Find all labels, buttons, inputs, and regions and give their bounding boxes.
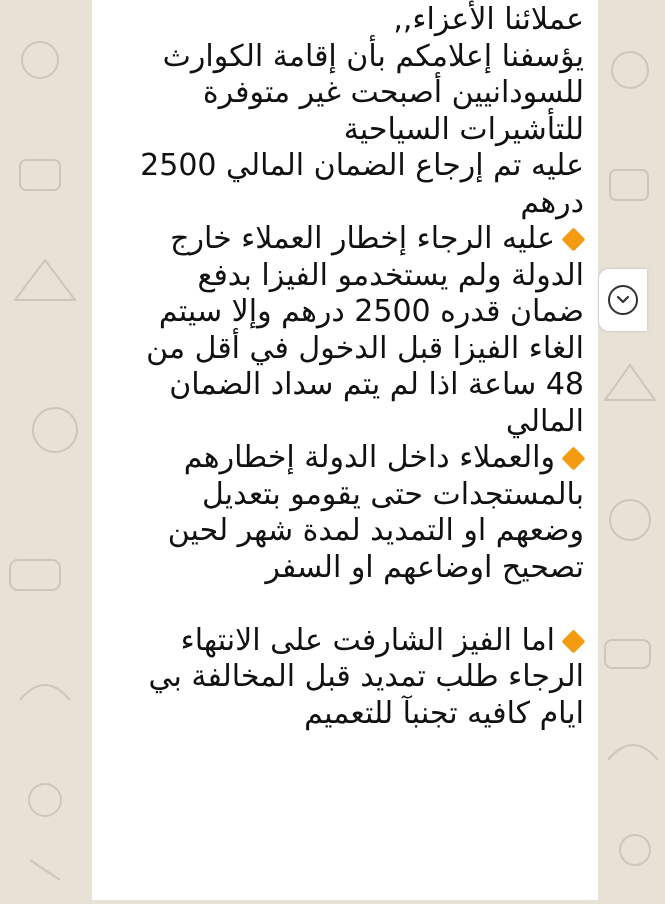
orange-diamond-icon [561, 227, 585, 251]
message-text: بالمستجدات حتى يقومو بتعديل [202, 476, 584, 512]
message-text: المالي [505, 403, 584, 439]
message-text: عليه الرجاء إخطار العملاء خارج [170, 221, 555, 256]
message-line [112, 513, 584, 550]
message-line [112, 696, 584, 733]
message-text: والعملاء داخل الدولة إخطارهم [183, 440, 555, 475]
message-text: للسودانيين أصبحت غير متوفرة [202, 75, 584, 110]
message-text: الرجاء طلب تمديد قبل المخالفة بي [148, 659, 584, 694]
message-line [112, 185, 584, 222]
message-line [112, 367, 584, 404]
message-line [112, 2, 584, 39]
message-text: درهم [520, 184, 584, 220]
message-text: وضعهم او التمديد لمدة شهر لحين [167, 513, 584, 548]
message-text: عملائنا الأعزاء,, [393, 2, 584, 37]
message-line [112, 550, 584, 587]
message-line [112, 659, 584, 696]
orange-diamond-icon [561, 446, 585, 470]
message-text: 48 ساعة اذا لم يتم سداد الضمان [169, 367, 584, 402]
message-text: اما الفيز الشارفت على الانتهاء [180, 622, 555, 658]
message-line [112, 258, 584, 295]
message-text: عليه تم إرجاع الضمان المالي 2500 [140, 148, 584, 183]
message-line [112, 477, 584, 514]
message-text: الدولة ولم يستخدمو الفيزا بدفع [197, 257, 584, 293]
bullet-line [112, 221, 584, 258]
message-text: يؤسفنا إعلامكم بأن إقامة الكوارث [162, 38, 584, 74]
message-text: ايام كافيه تجنبآ للتعميم [304, 695, 584, 731]
message-line [112, 586, 584, 623]
message-line [112, 404, 584, 441]
message-line [112, 331, 584, 368]
message-text: ضمان قدره 2500 درهم وإلا سيتم [158, 294, 584, 329]
message-text: تصحيح اوضاعهم او السفر [265, 549, 584, 585]
message-text: للتأشيرات السياحية [343, 111, 584, 147]
message-line [112, 148, 584, 185]
orange-diamond-icon [561, 629, 585, 653]
message-line [112, 75, 584, 112]
bullet-line [112, 440, 584, 477]
bullet-line [112, 623, 584, 660]
message-bubble[interactable] [92, 0, 598, 900]
message-line [112, 294, 584, 331]
chevron-down-icon [608, 285, 638, 315]
message-line [112, 112, 584, 149]
scroll-to-bottom-button[interactable] [599, 269, 647, 331]
message-line [112, 39, 584, 76]
message-text: الغاء الفيزا قبل الدخول في أقل من [146, 330, 584, 366]
